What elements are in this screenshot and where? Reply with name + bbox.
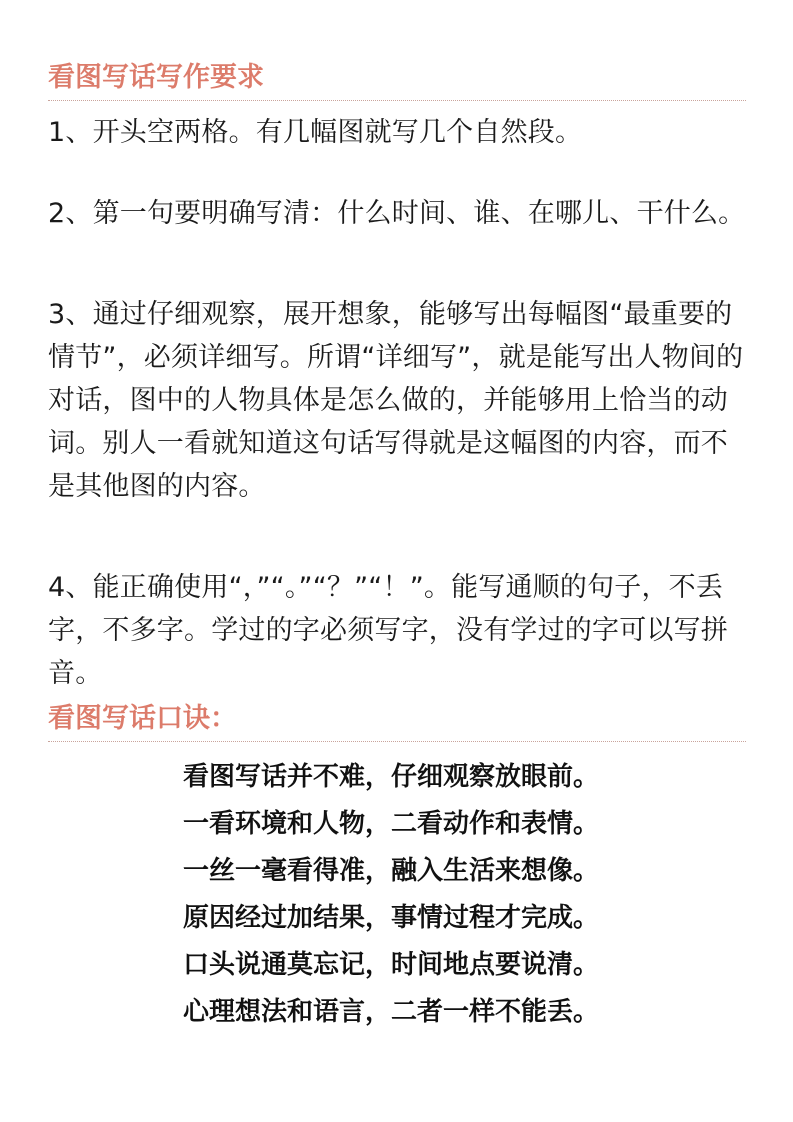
requirements-title: 看图写话写作要求 (48, 60, 746, 101)
requirement-item-4: 4、能正确使用“，”“。”“？”“！”。能写通顺的句子，不丢字，不多字。学过的字必须写字，没有学过的字可以写拼音。 (48, 572, 728, 689)
requirement-item-2: 2、第一句要明确写清：什么时间、谁、在哪儿、干什么。 (48, 198, 746, 229)
requirement-item-3: 3、通过仔细观察，展开想象，能够写出每幅图“最重要的情节”，必须详细写。所谓“详细写”，就是能写出人物间的对话，图中的人物具体是怎么做的，并能够用上恰当的动词。别人一看就知道这句话写得就是这幅图的内容，而不是其他图的内容。 (48, 299, 744, 502)
rhyme-line: 一看环境和人物，二看动作和表情。 (182, 809, 599, 839)
rhyme-line: 一丝一毫看得准，融入生活来想像。 (182, 856, 599, 886)
rhyme-line: 看图写话并不难，仔细观察放眼前。 (182, 762, 599, 792)
rhyme-line: 原因经过加结果，事情过程才完成。 (182, 903, 599, 933)
rhyme-block (48, 754, 746, 1036)
rhyme-title: 看图写话口诀： (48, 701, 746, 742)
requirement-item-1: 1、开头空两格。有几幅图就写几个自然段。 (48, 117, 583, 148)
document-page (48, 0, 746, 1036)
rhyme-line: 心理想法和语言，二者一样不能丢。 (182, 997, 599, 1027)
rhyme-line: 口头说通莫忘记，时间地点要说清。 (182, 950, 599, 980)
